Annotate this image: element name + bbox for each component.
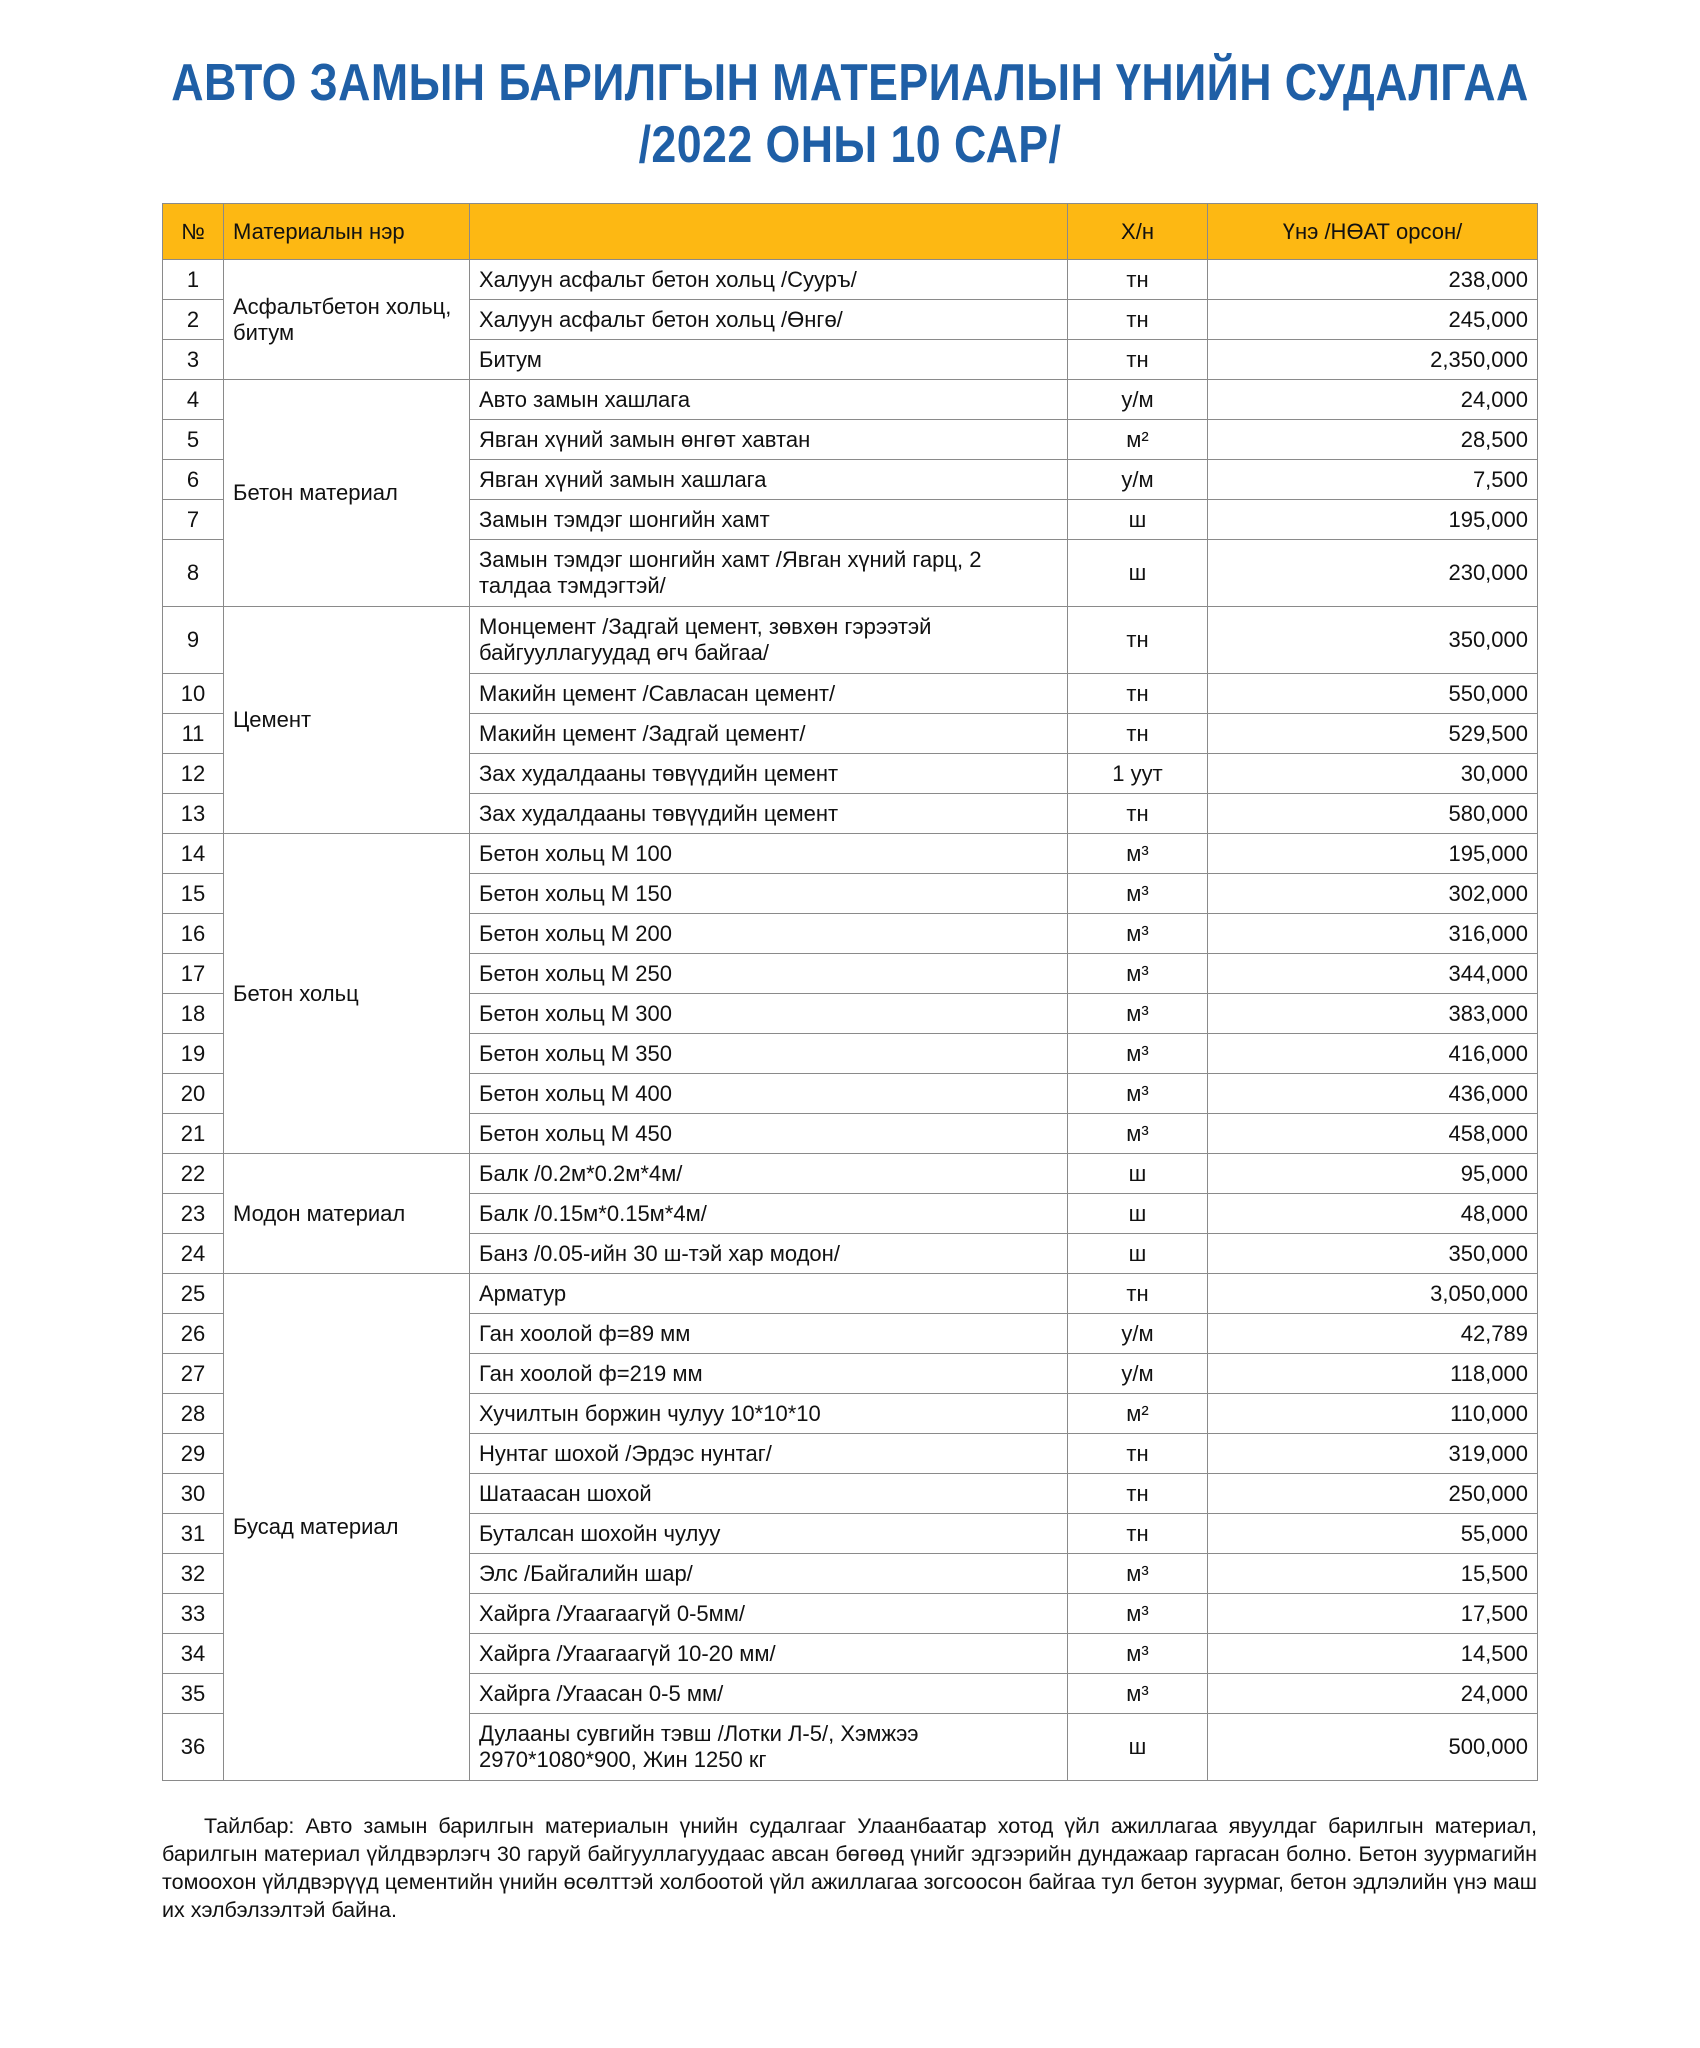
row-number: 26 <box>163 1314 224 1354</box>
unit-cell: м³ <box>1068 994 1208 1034</box>
header-material: Материалын нэр <box>224 204 470 260</box>
unit-cell: у/м <box>1068 1314 1208 1354</box>
unit-cell: м³ <box>1068 1074 1208 1114</box>
material-name: Бетон хольц М 200 <box>470 914 1068 954</box>
price-cell: 14,500 <box>1208 1634 1538 1674</box>
row-number: 34 <box>163 1634 224 1674</box>
material-name: Бетон хольц М 450 <box>470 1114 1068 1154</box>
row-number: 17 <box>163 954 224 994</box>
price-cell: 344,000 <box>1208 954 1538 994</box>
unit-cell: тн <box>1068 340 1208 380</box>
price-cell: 7,500 <box>1208 460 1538 500</box>
material-name: Зах худалдааны төвүүдийн цемент <box>470 794 1068 834</box>
price-cell: 2,350,000 <box>1208 340 1538 380</box>
price-cell: 350,000 <box>1208 607 1538 674</box>
material-name: Бетон хольц М 300 <box>470 994 1068 1034</box>
price-cell: 550,000 <box>1208 674 1538 714</box>
header-name <box>470 204 1068 260</box>
material-name: Ган хоолой ф=89 мм <box>470 1314 1068 1354</box>
material-name: Авто замын хашлага <box>470 380 1068 420</box>
unit-cell: тн <box>1068 1514 1208 1554</box>
material-name: Бетон хольц М 350 <box>470 1034 1068 1074</box>
price-cell: 250,000 <box>1208 1474 1538 1514</box>
material-name: Нунтаг шохой /Эрдэс нунтаг/ <box>470 1434 1068 1474</box>
price-cell: 3,050,000 <box>1208 1274 1538 1314</box>
unit-cell: м³ <box>1068 914 1208 954</box>
row-number: 33 <box>163 1594 224 1634</box>
material-name: Монцемент /Задгай цемент, зөвхөн гэрээтэй байгууллагуудад өгч байгаа/ <box>470 607 1068 674</box>
row-number: 22 <box>163 1154 224 1194</box>
row-number: 7 <box>163 500 224 540</box>
material-name: Замын тэмдэг шонгийн хамт <box>470 500 1068 540</box>
price-cell: 95,000 <box>1208 1154 1538 1194</box>
unit-cell: ш <box>1068 1194 1208 1234</box>
unit-cell: м² <box>1068 1394 1208 1434</box>
material-name: Замын тэмдэг шонгийн хамт /Явган хүний гарц, 2 талдаа тэмдэгтэй/ <box>470 540 1068 607</box>
row-number: 5 <box>163 420 224 460</box>
price-cell: 316,000 <box>1208 914 1538 954</box>
row-number: 18 <box>163 994 224 1034</box>
material-name: Хайрга /Угаагаагүй 10-20 мм/ <box>470 1634 1068 1674</box>
unit-cell: ш <box>1068 1234 1208 1274</box>
unit-cell: ш <box>1068 1154 1208 1194</box>
price-cell: 28,500 <box>1208 420 1538 460</box>
table-body <box>163 260 1538 1781</box>
unit-cell: тн <box>1068 1434 1208 1474</box>
unit-cell: 1 уут <box>1068 754 1208 794</box>
material-name: Буталсан шохойн чулуу <box>470 1514 1068 1554</box>
page-title <box>0 52 1700 176</box>
material-name: Бетон хольц М 150 <box>470 874 1068 914</box>
table-row <box>163 1154 1538 1194</box>
price-cell: 500,000 <box>1208 1714 1538 1781</box>
material-name: Бетон хольц М 400 <box>470 1074 1068 1114</box>
row-number: 29 <box>163 1434 224 1474</box>
unit-cell: тн <box>1068 300 1208 340</box>
unit-cell: у/м <box>1068 1354 1208 1394</box>
row-number: 6 <box>163 460 224 500</box>
price-cell: 24,000 <box>1208 380 1538 420</box>
material-name: Банз /0.05-ийн 30 ш-тэй хар модон/ <box>470 1234 1068 1274</box>
category-cell: Цемент <box>224 607 470 834</box>
material-name: Халуун асфальт бетон хольц /Өнгө/ <box>470 300 1068 340</box>
unit-cell: у/м <box>1068 380 1208 420</box>
price-cell: 416,000 <box>1208 1034 1538 1074</box>
row-number: 24 <box>163 1234 224 1274</box>
price-cell: 580,000 <box>1208 794 1538 834</box>
material-name: Макийн цемент /Савласан цемент/ <box>470 674 1068 714</box>
unit-cell: м³ <box>1068 954 1208 994</box>
material-name: Балк /0.2м*0.2м*4м/ <box>470 1154 1068 1194</box>
unit-cell: тн <box>1068 1474 1208 1514</box>
unit-cell: тн <box>1068 607 1208 674</box>
unit-cell: м³ <box>1068 1634 1208 1674</box>
price-cell: 48,000 <box>1208 1194 1538 1234</box>
unit-cell: тн <box>1068 260 1208 300</box>
price-cell: 195,000 <box>1208 834 1538 874</box>
row-number: 11 <box>163 714 224 754</box>
price-cell: 55,000 <box>1208 1514 1538 1554</box>
unit-cell: м³ <box>1068 874 1208 914</box>
category-cell: Бусад материал <box>224 1274 470 1781</box>
table-row <box>163 380 1538 420</box>
row-number: 3 <box>163 340 224 380</box>
table-header-row <box>163 204 1538 260</box>
price-cell: 436,000 <box>1208 1074 1538 1114</box>
material-name: Арматур <box>470 1274 1068 1314</box>
material-name: Халуун асфальт бетон хольц /Сууръ/ <box>470 260 1068 300</box>
category-cell: Бетон хольц <box>224 834 470 1154</box>
unit-cell: м³ <box>1068 1594 1208 1634</box>
unit-cell: тн <box>1068 794 1208 834</box>
price-cell: 350,000 <box>1208 1234 1538 1274</box>
header-price: Үнэ /НӨАТ орсон/ <box>1208 204 1538 260</box>
row-number: 23 <box>163 1194 224 1234</box>
row-number: 25 <box>163 1274 224 1314</box>
unit-cell: тн <box>1068 674 1208 714</box>
unit-cell: м³ <box>1068 1114 1208 1154</box>
material-name: Дулааны сувгийн тэвш /Лотки Л-5/, Хэмжээ 2970*1080*900, Жин 1250 кг <box>470 1714 1068 1781</box>
row-number: 13 <box>163 794 224 834</box>
material-name: Битум <box>470 340 1068 380</box>
row-number: 31 <box>163 1514 224 1554</box>
table-row <box>163 607 1538 674</box>
category-cell: Бетон материал <box>224 380 470 607</box>
price-cell: 24,000 <box>1208 1674 1538 1714</box>
row-number: 15 <box>163 874 224 914</box>
material-name: Элс /Байгалийн шар/ <box>470 1554 1068 1594</box>
table-row <box>163 260 1538 300</box>
price-cell: 302,000 <box>1208 874 1538 914</box>
row-number: 30 <box>163 1474 224 1514</box>
price-cell: 195,000 <box>1208 500 1538 540</box>
material-name: Явган хүний замын өнгөт хавтан <box>470 420 1068 460</box>
unit-cell: м³ <box>1068 1034 1208 1074</box>
unit-cell: у/м <box>1068 460 1208 500</box>
price-cell: 245,000 <box>1208 300 1538 340</box>
row-number: 27 <box>163 1354 224 1394</box>
unit-cell: ш <box>1068 1714 1208 1781</box>
price-table <box>162 203 1538 1781</box>
table-row <box>163 1274 1538 1314</box>
price-cell: 15,500 <box>1208 1554 1538 1594</box>
unit-cell: м³ <box>1068 1674 1208 1714</box>
header-unit: Х/н <box>1068 204 1208 260</box>
header-no: № <box>163 204 224 260</box>
price-cell: 319,000 <box>1208 1434 1538 1474</box>
row-number: 8 <box>163 540 224 607</box>
row-number: 4 <box>163 380 224 420</box>
price-cell: 529,500 <box>1208 714 1538 754</box>
price-cell: 110,000 <box>1208 1394 1538 1434</box>
row-number: 32 <box>163 1554 224 1594</box>
category-cell: Асфальтбетон хольц, битум <box>224 260 470 380</box>
material-name: Шатаасан шохой <box>470 1474 1068 1514</box>
row-number: 21 <box>163 1114 224 1154</box>
row-number: 10 <box>163 674 224 714</box>
unit-cell: м³ <box>1068 834 1208 874</box>
row-number: 35 <box>163 1674 224 1714</box>
price-cell: 30,000 <box>1208 754 1538 794</box>
unit-cell: ш <box>1068 500 1208 540</box>
price-cell: 238,000 <box>1208 260 1538 300</box>
title-line-2: /2022 ОНЫ 10 САР/ <box>638 116 1062 174</box>
price-cell: 458,000 <box>1208 1114 1538 1154</box>
material-name: Хучилтын боржин чулуу 10*10*10 <box>470 1394 1068 1434</box>
unit-cell: тн <box>1068 714 1208 754</box>
row-number: 19 <box>163 1034 224 1074</box>
category-cell: Модон материал <box>224 1154 470 1274</box>
table-row <box>163 834 1538 874</box>
row-number: 14 <box>163 834 224 874</box>
material-name: Макийн цемент /Задгай цемент/ <box>470 714 1068 754</box>
material-name: Бетон хольц М 100 <box>470 834 1068 874</box>
material-name: Хайрга /Угаасан 0-5 мм/ <box>470 1674 1068 1714</box>
footnote: Тайлбар: Авто замын барилгын материалын үнийн судалгааг Улаанбаатар хотод үйл ажиллагаа явуулдаг барилгын материал, барилгын материал үйлдвэрлэгч 30 гаруй байгууллагуудаас авсан бөгөөд үнийг эдгээрийн дундажаар гаргасан болно. Бетон зуурмагийн томоохон үйлдвэрүүд цементийн үнийн өсөлттэй холбоотой үйл ажиллагаа зогсоосон байгаа тул бетон зуурмаг, бетон эдлэлийн үнэ маш их хэлбэлзэлтэй байна. <box>162 1814 1537 1922</box>
material-name: Зах худалдааны төвүүдийн цемент <box>470 754 1068 794</box>
row-number: 16 <box>163 914 224 954</box>
price-cell: 118,000 <box>1208 1354 1538 1394</box>
material-name: Явган хүний замын хашлага <box>470 460 1068 500</box>
row-number: 12 <box>163 754 224 794</box>
unit-cell: м² <box>1068 420 1208 460</box>
title-line-1: АВТО ЗАМЫН БАРИЛГЫН МАТЕРИАЛЫН ҮНИЙН СУДАЛГАА <box>171 54 1529 112</box>
material-name: Хайрга /Угаагаагүй 0-5мм/ <box>470 1594 1068 1634</box>
material-name: Бетон хольц М 250 <box>470 954 1068 994</box>
row-number: 36 <box>163 1714 224 1781</box>
price-cell: 230,000 <box>1208 540 1538 607</box>
material-name: Ган хоолой ф=219 мм <box>470 1354 1068 1394</box>
price-cell: 383,000 <box>1208 994 1538 1034</box>
unit-cell: тн <box>1068 1274 1208 1314</box>
unit-cell: м³ <box>1068 1554 1208 1594</box>
row-number: 20 <box>163 1074 224 1114</box>
row-number: 1 <box>163 260 224 300</box>
price-cell: 42,789 <box>1208 1314 1538 1354</box>
material-name: Балк /0.15м*0.15м*4м/ <box>470 1194 1068 1234</box>
row-number: 28 <box>163 1394 224 1434</box>
row-number: 2 <box>163 300 224 340</box>
price-cell: 17,500 <box>1208 1594 1538 1634</box>
row-number: 9 <box>163 607 224 674</box>
unit-cell: ш <box>1068 540 1208 607</box>
